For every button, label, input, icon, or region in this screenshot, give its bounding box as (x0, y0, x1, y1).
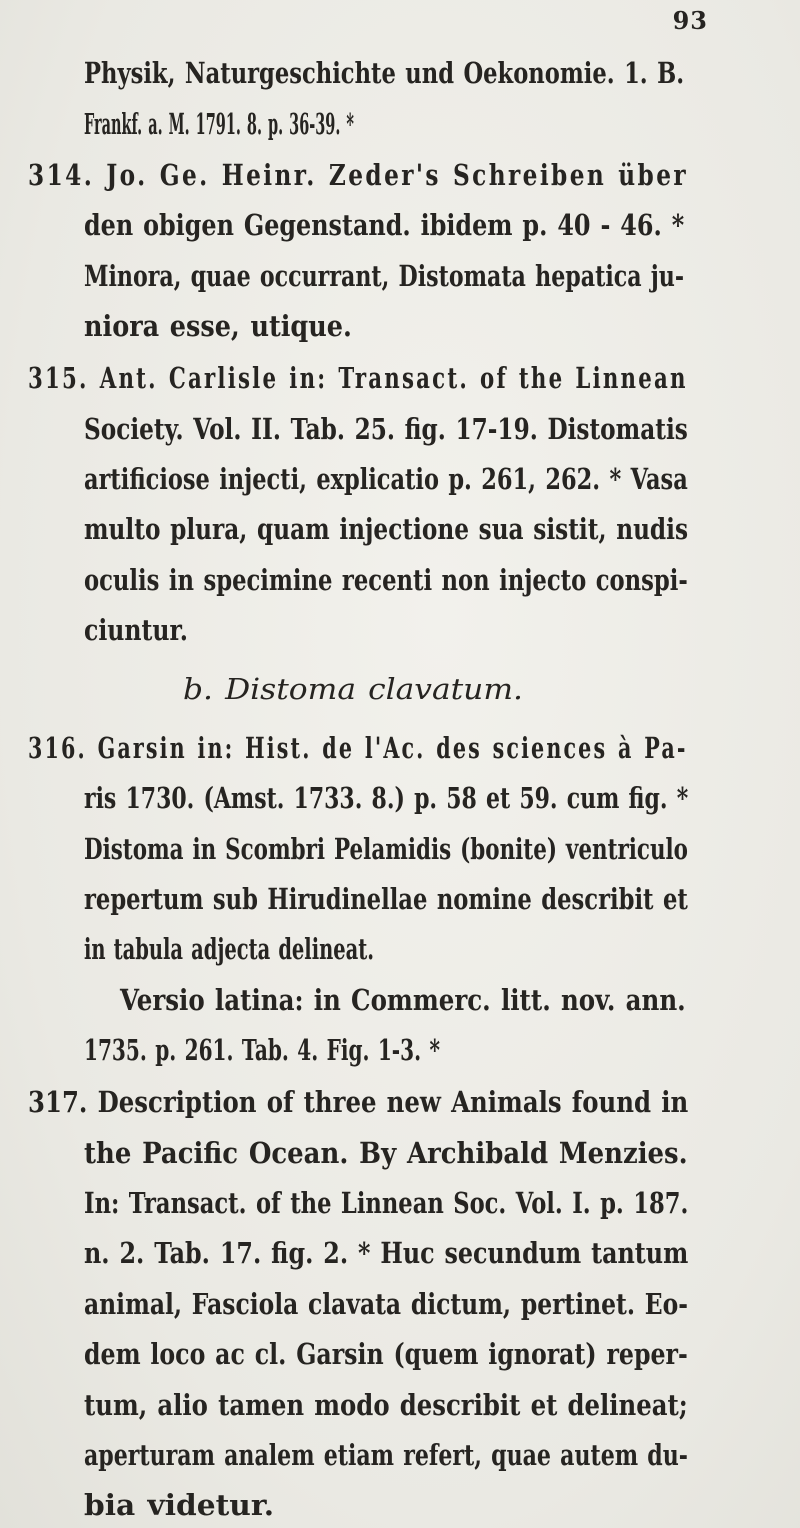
page-number: 93 (672, 6, 708, 35)
text-line: in tabula adjecta delineat. (84, 932, 374, 966)
text-line: In: Transact. of the Linnean Soc. Vol. I. p. 187. (84, 1186, 689, 1220)
text-line: n. 2. Tab. 17. fig. 2. * Huc secundum tantum (84, 1236, 689, 1270)
text-line: 314. Jo. Ge. Heinr. Zeder's Schreiben über (28, 158, 689, 192)
text-line: bia videtur. (84, 1488, 275, 1522)
text-line: 316. Garsin in: Hist. de l'Ac. des sciences à Pa- (28, 731, 688, 765)
text-line: dem loco ac cl. Garsin (quem ignorat) reper- (84, 1337, 688, 1371)
text-line: den obigen Gegenstand. ibidem p. 40 - 46. * (84, 208, 685, 242)
text-line: 315. Ant. Carlisle in: Transact. of the Linnean (28, 361, 688, 395)
text-line: Society. Vol. II. Tab. 25. fig. 17-19. Distomatis (84, 412, 688, 446)
text-line: repertum sub Hirudinellae nomine describit et (84, 882, 688, 916)
text-line: aperturam analem etiam refert, quae autem du- (84, 1438, 688, 1472)
text-line: Distoma in Scombri Pelamidis (bonite) ventriculo (84, 832, 688, 866)
text-line: 317. Description of three new Animals found in (28, 1085, 689, 1119)
text-line: 1735. p. 261. Tab. 4. Fig. 1-3. * (84, 1033, 440, 1067)
text-line: Versio latina: in Commerc. litt. nov. ann. (120, 983, 686, 1017)
text-line: artificiose injecti, explicatio p. 261, 262. * Vasa (84, 462, 688, 496)
text-line: multo plura, quam injectione sua sistit, nudis (84, 512, 689, 546)
text-line: oculis in specimine recenti non injecto conspi- (84, 563, 688, 597)
text-line: niora esse, utique. (84, 309, 352, 343)
text-line: ris 1730. (Amst. 1733. 8.) p. 58 et 59. cum fig. * (84, 781, 689, 815)
text-line: the Pacific Ocean. By Archibald Menzies. (84, 1136, 688, 1170)
text-line: Frankf. a. M. 1791. 8. p. 36-39. * (84, 107, 354, 141)
text-line: animal, Fasciola clavata dictum, pertinet. Eo- (84, 1287, 688, 1321)
text-line: Physik, Naturgeschichte und Oekonomie. 1. B. (84, 56, 685, 90)
text-line: tum, alio tamen modo describit et delineat; (84, 1388, 688, 1422)
text-line: b. Distoma clavatum. (183, 672, 523, 706)
text-line: Minora, quae occurrant, Distomata hepatica ju- (84, 259, 685, 293)
text-line: ciuntur. (84, 613, 188, 647)
